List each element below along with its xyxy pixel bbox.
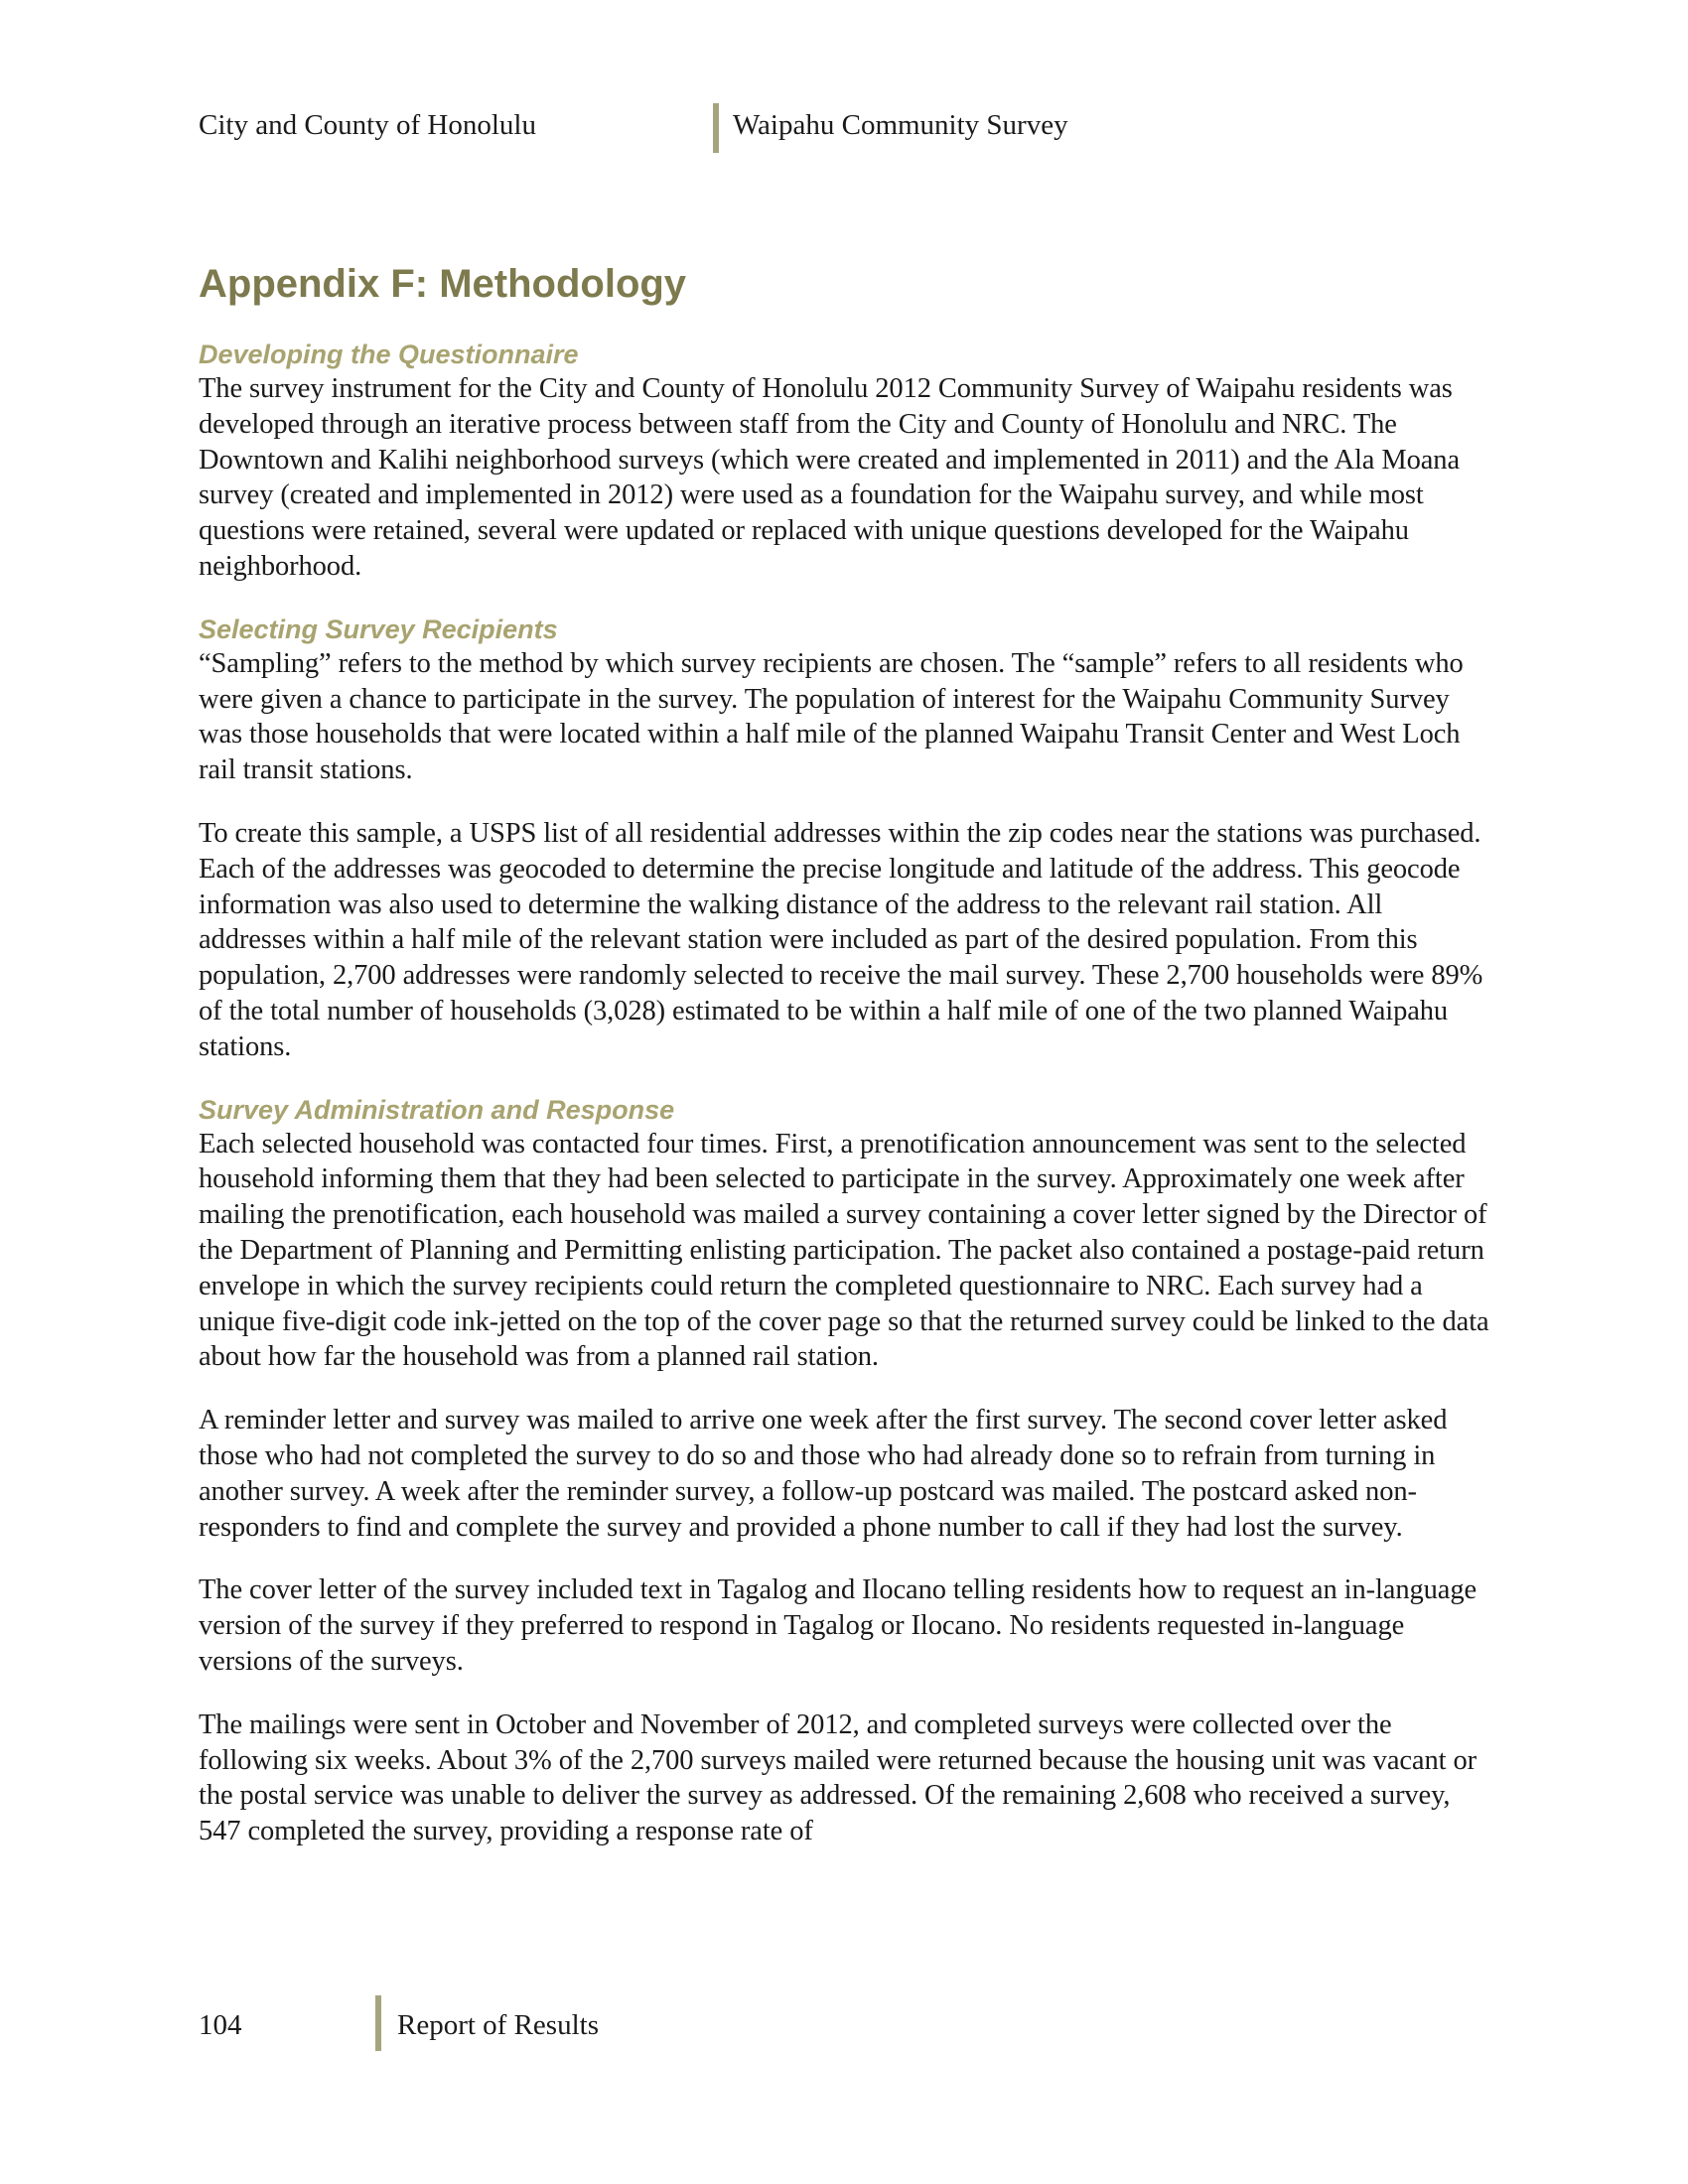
header-divider-bar xyxy=(713,103,719,153)
page-header xyxy=(199,103,1489,153)
paragraph: A reminder letter and survey was mailed to arrive one week after the first survey. The second cover letter asked those who had not completed the survey to do so and those who had already done so to refrain from turning in another survey. A week after the reminder survey, a follow-up postcard was mailed. The postcard asked non-responders to find and complete the survey and provided a phone number to call if they had lost the survey. xyxy=(199,1405,1448,1543)
page-number: 104 xyxy=(199,2009,242,2041)
main-content xyxy=(199,260,1489,1877)
paragraph: The mailings were sent in October and November of 2012, and completed surveys were collected over the following six weeks. About 3% of the 2,700 surveys mailed were returned because the housing unit was vacant or the postal service was unable to deliver the survey as addressed. Of the remaining 2,608 who received a survey, 547 completed the survey, providing a response rate of xyxy=(199,1708,1477,1847)
section-heading: Survey Administration and Response xyxy=(199,1094,675,1125)
header-organization: City and County of Honolulu xyxy=(199,109,536,141)
paragraph: To create this sample, a USPS list of all residential addresses within the zip codes near the stations was purchased. Each of the addresses was geocoded to determine the precise longitude and latitude of the address. This geocode information was also used to determine the walking distance of the address to the relevant rail station. All addresses within a half mile of the relevant station were included as part of the desired population. From this population, 2,700 addresses were randomly selected to receive the mail survey. These 2,700 households were 89% of the total number of households (3,028) estimated to be within a half mile of one of the two planned Waipahu stations. xyxy=(199,817,1483,1062)
page-title: Appendix F: Methodology xyxy=(199,262,687,306)
footer-divider-bar xyxy=(375,1995,381,2051)
page-footer xyxy=(199,1995,1489,2051)
paragraph: “Sampling” refers to the method by which survey recipients are chosen. The “sample” refers to all residents who were given a chance to participate in the survey. The population of interest for the Waipahu Community Survey was those households that were located within a half mile of the planned Waipahu Transit Center and West Loch rail transit stations. xyxy=(199,647,1464,786)
section-heading: Selecting Survey Recipients xyxy=(199,614,558,644)
paragraph: Each selected household was contacted four times. First, a prenotification announcement was sent to the selected household informing them that they had been selected to participate in the survey. Approximately one week after mailing the prenotification, each household was mailed a survey containing a cover letter signed by the Director of the Department of Planning and Permitting enlisting participation. The packet also contained a postage-paid return envelope in which the survey recipients could return the completed questionnaire to NRC. Each survey had a unique five-digit code ink-jetted on the top of the cover page so that the returned survey could be linked to the data about how far the household was from a planned rail station. xyxy=(199,1128,1489,1373)
section-administration-response xyxy=(199,1093,1489,1849)
section-selecting-recipients xyxy=(199,613,1489,1065)
header-document-title: Waipahu Community Survey xyxy=(733,109,1068,141)
paragraph: The cover letter of the survey included text in Tagalog and Ilocano telling residents how to request an in-language version of the survey if they preferred to respond in Tagalog or Ilocano. No residents requested in-language versions of the surveys. xyxy=(199,1574,1477,1677)
paragraph: The survey instrument for the City and County of Honolulu 2012 Community Survey of Waipahu residents was developed through an iterative process between staff from the City and County of Honolulu and NRC. The Downtown and Kalihi neighborhood surveys (which were created and implemented in 2011) and the Ala Moana survey (created and implemented in 2012) were used as a foundation for the Waipahu survey, and while most questions were retained, several were updated or replaced with unique questions developed for the Waipahu neighborhood. xyxy=(199,373,1461,582)
section-developing-questionnaire xyxy=(199,338,1489,585)
footer-report-label: Report of Results xyxy=(397,2009,599,2041)
section-heading: Developing the Questionnaire xyxy=(199,340,579,369)
